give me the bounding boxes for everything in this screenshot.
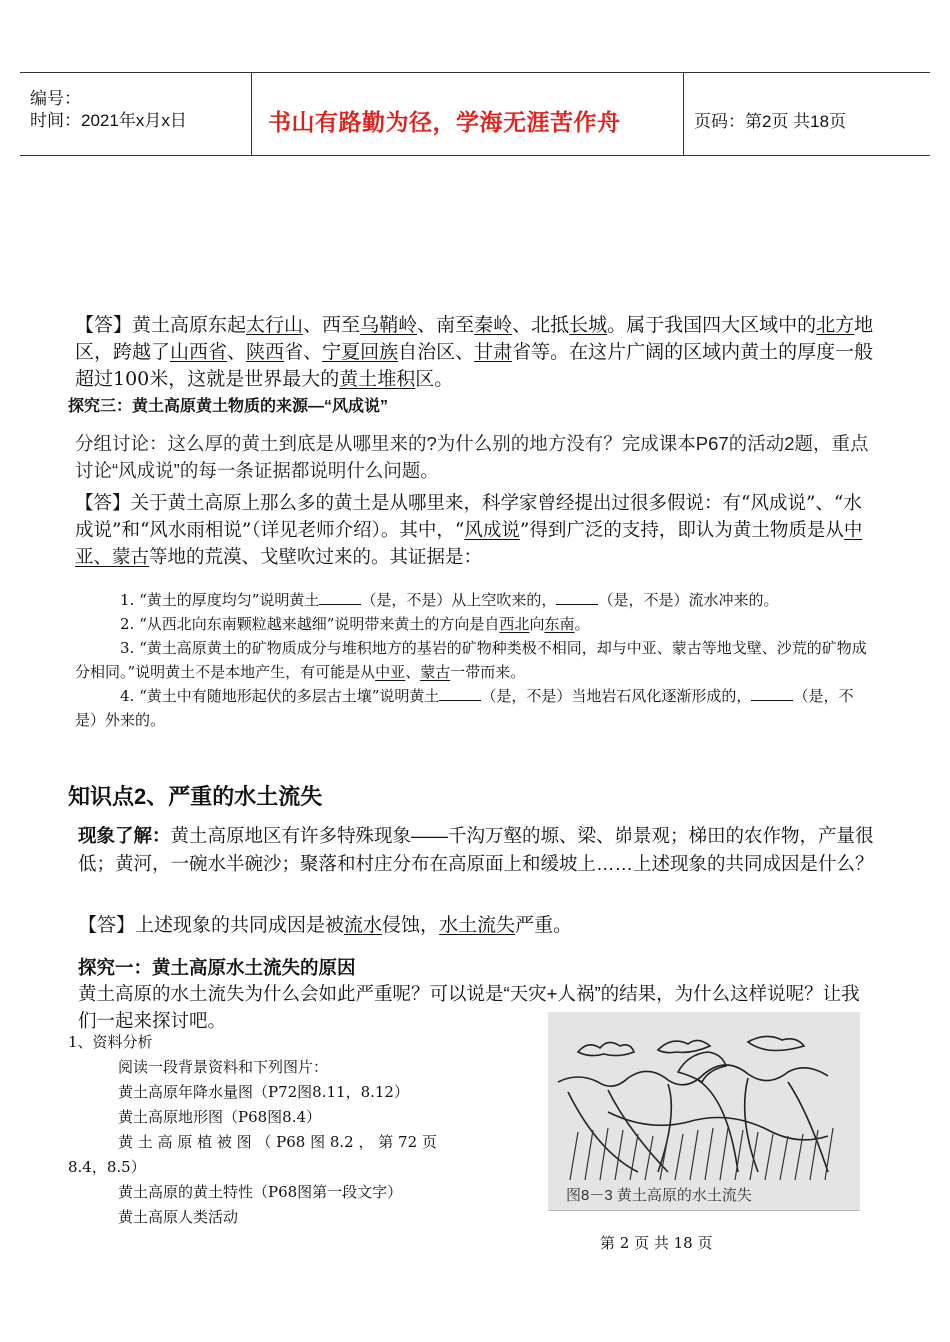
text: 3. “黄土高原黄土的矿物质成分与堆积地方的基岩的矿物种类极不相同，却与中亚、蒙古等地戈壁、沙荒的矿物成分相同。”说明黄土不是本地产生，有可能是从 <box>75 639 867 681</box>
document-number-label: 编号： <box>30 89 81 108</box>
erosion-flow <box>608 1112 828 1140</box>
hatch-line <box>765 1134 773 1180</box>
hatch-line <box>690 1130 698 1180</box>
text: 1. “黄土的厚度均匀”说明黄土 <box>120 591 320 609</box>
material-item: 黄土高原年降水量图（P72图8.11，8.12） <box>118 1083 409 1101</box>
hatch-line <box>705 1128 713 1180</box>
hatch-line <box>585 1130 593 1180</box>
material-item: 黄 土 高 原 植 被 图 （ P68 图 8.2 ， 第 72 页 <box>118 1133 437 1151</box>
text: （是，不是）当地岩石风化逐渐形成的， <box>481 687 752 705</box>
blank-answer[interactable] <box>439 685 481 701</box>
text: 一带而来。 <box>450 663 526 681</box>
hatch-line <box>675 1134 683 1180</box>
material-item: 黄土高原的黄土特性（P68图第一段文字） <box>118 1183 403 1201</box>
read-instruction: 阅读一段背景资料和下列图片： <box>118 1058 329 1076</box>
material-item: 黄土高原人类活动 <box>118 1208 239 1226</box>
hatch-line <box>735 1130 743 1180</box>
hatch-line <box>615 1130 623 1180</box>
fill-answer: 风成说 <box>464 520 520 541</box>
text: （是，不是）外来的。 <box>75 687 854 729</box>
text: 向 <box>529 615 545 633</box>
text: 地区，跨越了 <box>75 314 874 363</box>
explore3-heading: 探究三：黄土高原黄土物质的来源—“风成说” <box>68 398 389 415</box>
hatch-line <box>795 1134 803 1180</box>
text: 、南至 <box>417 314 475 336</box>
hatch-line <box>600 1128 608 1180</box>
text: 4. “黄土中有随地形起伏的多层古土壤”说明黄土 <box>120 687 440 705</box>
evidence-1 <box>75 588 875 612</box>
text: 黄土高原东起 <box>132 314 247 336</box>
plateau-edge <box>558 1065 828 1086</box>
material-list <box>68 1030 548 1230</box>
hatch-line <box>660 1136 668 1180</box>
figure-soil-erosion <box>548 1012 860 1211</box>
text: 关于黄土高原上那么多的黄土是从哪里来，科学家曾经提出过很多假说：有“风成说”、“水成说”和“风水雨相说”（详见老师介绍）。其中，“ <box>75 493 862 541</box>
cloud-shape <box>578 1042 634 1055</box>
header-divider-right <box>683 72 684 156</box>
sub-heading: 1、资料分析 <box>68 1033 153 1051</box>
text: 、 <box>227 341 247 363</box>
text: 等地的荒漠、戈壁吹过来的。其证据是： <box>149 547 483 568</box>
knowledge2-title: 知识点2、严重的水土流失 <box>68 784 323 809</box>
figure-caption: 图8－3 黄土高原的水土流失 <box>566 1187 752 1204</box>
explore3-discussion: 分组讨论：这么厚的黄土到底是从哪里来的?为什么别的地方没有？完成课本P67的活动2题，重点讨论“风成说”的每一条证据都说明什么问题。 <box>75 433 869 481</box>
hatch-line <box>720 1128 728 1180</box>
explore1-intro: 黄土高原的水土流失为什么会如此严重呢？可以说是“天灾+人祸”的结果，为什么这样说呢？让我们一起来探讨吧。 <box>78 983 860 1031</box>
evidence-4 <box>75 684 875 732</box>
text: 、西至 <box>303 314 361 336</box>
text: 侵蚀， <box>382 914 440 936</box>
material-item: 黄土高原地形图（P68图8.4） <box>118 1108 322 1126</box>
hatch-line <box>780 1136 788 1180</box>
text: 上述现象的共同成因是被 <box>135 914 345 936</box>
material-item-continued: 8.4，8.5） <box>68 1158 146 1176</box>
text: 。 <box>574 615 590 633</box>
hatch-line <box>810 1130 818 1180</box>
text: 自治区、 <box>398 341 475 363</box>
evidence-list <box>75 588 875 732</box>
soil-erosion-illustration <box>548 1012 860 1182</box>
text: 省、 <box>284 341 323 363</box>
cloud-shape <box>658 1040 710 1052</box>
header-divider-left <box>251 72 252 156</box>
fill-answer: 流水 <box>344 914 383 936</box>
fill-answer: 秦岭 <box>474 314 513 336</box>
page-footer: 第 2 页 共 18 页 <box>600 1234 713 1252</box>
fill-answer: 黄土堆积 <box>339 368 416 390</box>
blank-answer[interactable] <box>751 685 793 701</box>
document-time-label: 时间：2021年x月x日 <box>30 111 187 130</box>
text: 严重。 <box>515 914 573 936</box>
fill-answer: 乌鞘岭 <box>360 314 418 336</box>
header-bottom-rule <box>20 155 930 156</box>
answer-marker: 【答】 <box>78 914 136 936</box>
text: 、北抵 <box>512 314 570 336</box>
text: 黄土高原地区有许多特殊现象——千沟万壑的塬、梁、峁景观；梯田的农作物，产量很低；黄河，一碗水半碗沙；聚落和村庄分布在高原面上和缓坡上……上述现象的共同成因是什么？ <box>78 825 874 874</box>
hatch-line <box>750 1132 758 1180</box>
fill-answer: 东南 <box>544 615 575 633</box>
phenomenon-paragraph <box>78 822 878 878</box>
text: 区。 <box>415 368 454 390</box>
hatch-line <box>570 1132 578 1180</box>
hatch-line <box>645 1136 653 1180</box>
fill-answer: 甘肃 <box>474 341 513 363</box>
fill-answer: 长城 <box>569 314 608 336</box>
text: 省等。在这片广阔的区域内黄土的厚度一般超过100米，这就是世界最大的 <box>75 341 874 390</box>
evidence-2 <box>75 612 875 636</box>
cloud-shape <box>748 1036 804 1050</box>
answer-marker: 【答】 <box>75 314 133 336</box>
blank-answer[interactable] <box>319 589 361 605</box>
fill-answer: 水土流失 <box>439 914 516 936</box>
text: 2. “从西北向东南颗粒越来越细”说明带来黄土的方向是自 <box>120 615 500 633</box>
explore1-heading: 探究一：黄土高原水土流失的原因 <box>78 957 356 978</box>
text: 、 <box>405 663 421 681</box>
text: （是，不是）流水冲来的。 <box>598 591 779 609</box>
evidence-3 <box>75 636 875 684</box>
ridge-shape <box>678 1052 726 1082</box>
text: （是，不是）从上空吹来的， <box>361 591 557 609</box>
phenomenon-label: 现象了解： <box>78 825 171 846</box>
fill-answer: 太行山 <box>246 314 304 336</box>
explore3-answer <box>75 490 875 571</box>
fill-answer: 北方 <box>816 314 855 336</box>
header-motto: 书山有路勤为径，学海无涯苦作舟 <box>268 109 621 135</box>
fill-answer: 陕西 <box>246 341 285 363</box>
fill-answer: 山西省 <box>170 341 228 363</box>
blank-answer[interactable] <box>556 589 598 605</box>
fill-answer: 蒙古 <box>420 663 451 681</box>
phenomenon-answer <box>78 912 572 939</box>
text: 。属于我国四大区域中的 <box>607 314 817 336</box>
answer-marker: 【答】 <box>75 493 131 514</box>
hatch-line <box>630 1134 638 1180</box>
gully-lines <box>568 1078 828 1172</box>
header-top-rule <box>20 72 930 73</box>
region-answer-paragraph <box>75 312 875 393</box>
fill-answer: 中亚、蒙古 <box>75 520 863 568</box>
fill-answer: 中亚 <box>375 663 406 681</box>
text: ”得到广泛的支持，即认为黄土物质是从 <box>519 520 844 541</box>
header-page-indicator: 页码：第2页 共18页 <box>694 112 847 131</box>
fill-answer: 西北 <box>499 615 530 633</box>
fill-answer: 宁夏回族 <box>322 341 399 363</box>
